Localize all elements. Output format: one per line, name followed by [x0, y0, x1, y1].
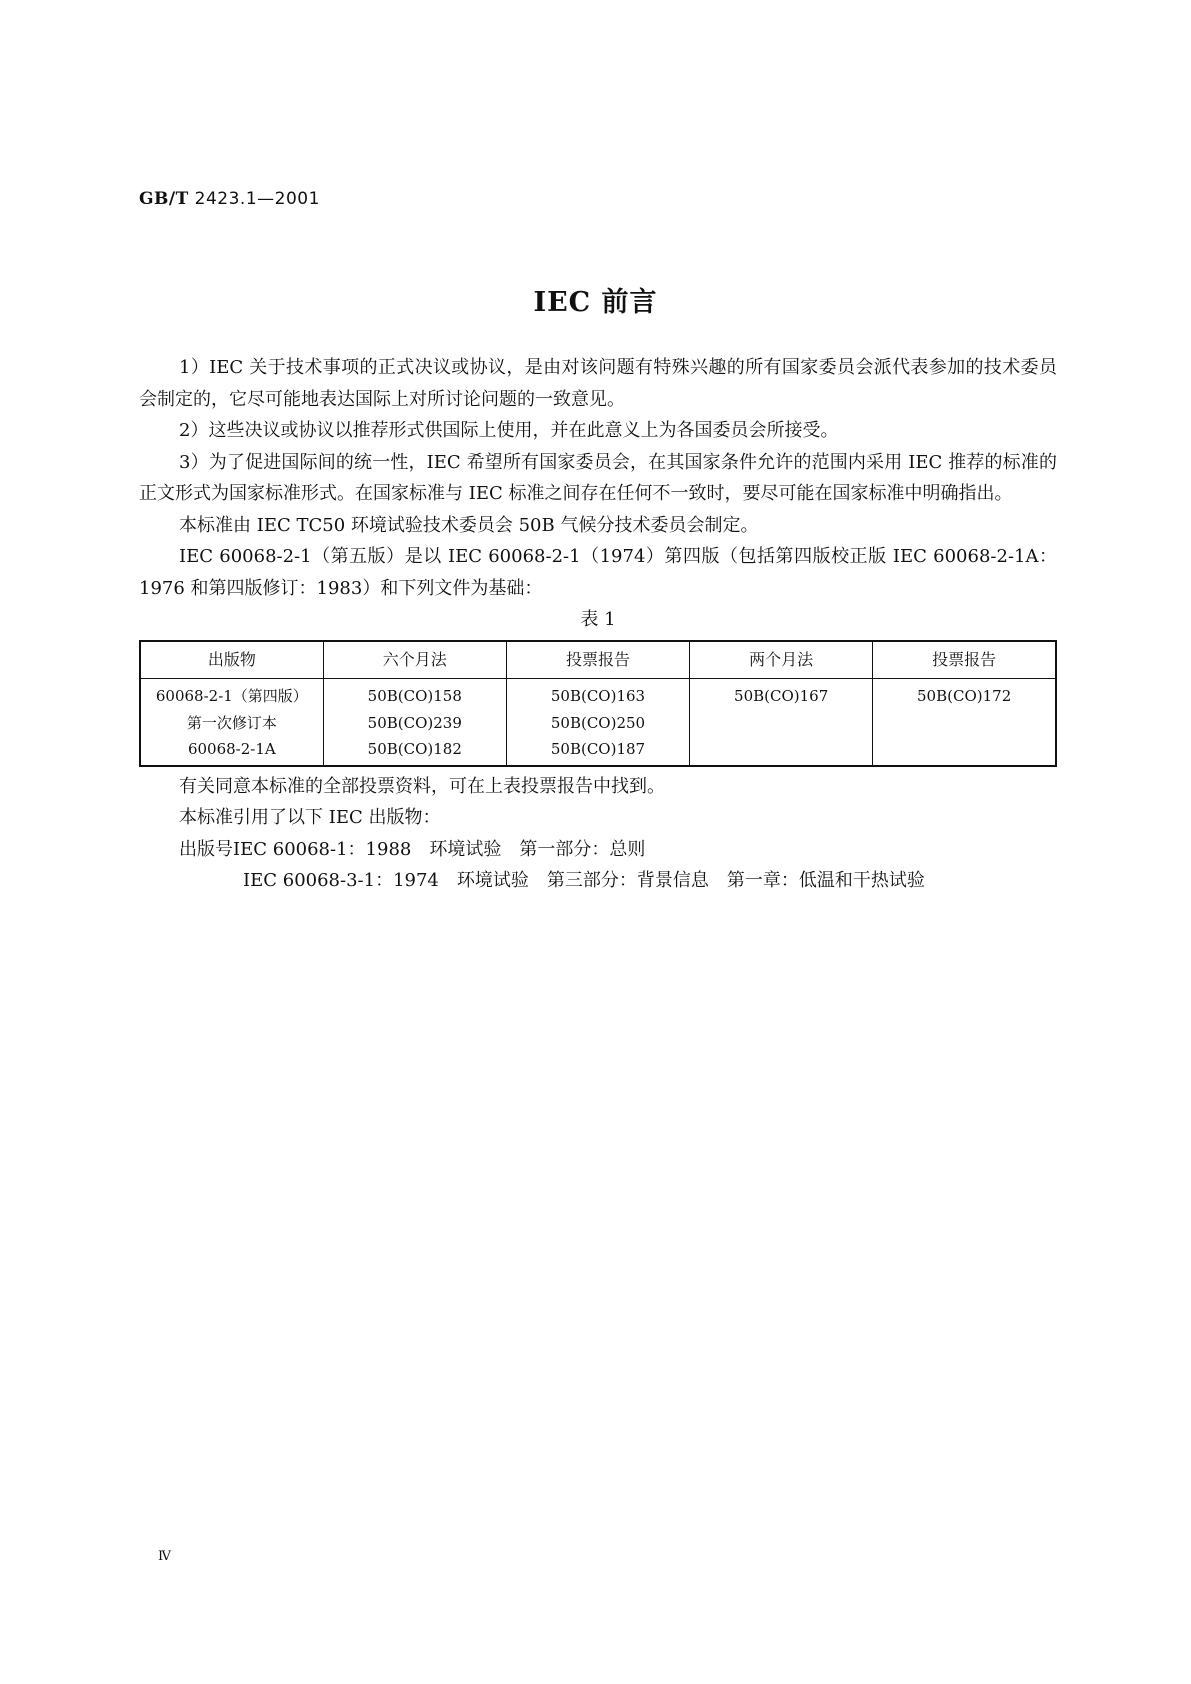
cell-publications — [140, 679, 323, 766]
paragraph-4: 本标准由 IEC TC50 环境试验技术委员会 50B 气候分技术委员会制定。 — [179, 514, 759, 536]
paragraph-after-table-1: 有关同意本标准的全部投票资料，可在上表投票报告中找到。 — [179, 775, 665, 797]
table-row — [140, 679, 1056, 766]
cell-six-month — [323, 679, 506, 766]
paragraph-2: 2）这些决议或协议以推荐形式供国际上使用，并在此意义上为各国委员会所接受。 — [179, 420, 839, 441]
table-caption: 表 1 — [580, 609, 616, 630]
cell-line: 50B(CO)239 — [367, 713, 462, 732]
paragraph-1: 1）IEC 关于技术事项的正式决议或协议，是由对该问题有特殊兴趣的所有国家委员会派代表参加的技术委员会制定的，它尽可能地表达国际上对所讨论问题的一致意见。 — [139, 357, 1057, 410]
table-header-row — [140, 641, 1056, 679]
cell-line: 60068-2-1（第四版） — [155, 687, 308, 705]
paragraph-3: 3）为了促进国际间的统一性，IEC 希望所有国家委员会，在其国家条件允许的范围内采用 IEC 推荐的标准的正文形式为国家标准形式。在国家标准与 IEC 标准之间存在任何不一致时，要尽可能在国家标准中明确指出。 — [139, 451, 1057, 504]
standard-code — [139, 189, 320, 209]
header-publication: 出版物 — [140, 641, 323, 679]
header-two-month: 两个月法 — [690, 641, 873, 679]
cell-vote-report-1 — [506, 679, 689, 766]
cell-line: 50B(CO)163 — [550, 687, 646, 705]
cell-line: 60068-2-1A — [187, 740, 276, 758]
reference-2: IEC 60068-3-1：1974 环境试验 第三部分：背景信息 第一章：低温和干热试验 — [243, 870, 925, 891]
cell-two-month — [690, 679, 873, 766]
cell-line: 50B(CO)158 — [367, 687, 462, 705]
cell-line: 第一次修订本 — [186, 713, 277, 732]
cell-line: 50B(CO)250 — [550, 713, 646, 732]
voting-table — [139, 640, 1057, 767]
page-title: IEC 前言 — [533, 287, 658, 318]
cell-line: 50B(CO)167 — [734, 687, 829, 705]
standard-number: 2423.1—2001 — [194, 189, 320, 209]
header-vote-report-1: 投票报告 — [506, 641, 689, 679]
page-number: Ⅳ — [158, 1549, 171, 1564]
standard-prefix: GB/T — [139, 189, 189, 209]
header-vote-report-2: 投票报告 — [873, 641, 1056, 679]
paragraph-5: IEC 60068-2-1（第五版）是以 IEC 60068-2-1（1974）第四版（包括第四版校正版 IEC 60068-2-1A：1976 和第四版修订：1983）和下列文件为基础： — [139, 546, 1057, 599]
paragraph-after-table-2: 本标准引用了以下 IEC 出版物： — [179, 807, 441, 828]
cell-line: 50B(CO)187 — [550, 740, 646, 758]
cell-line: 50B(CO)182 — [367, 740, 462, 758]
cell-line: 50B(CO)172 — [917, 687, 1012, 705]
document-body — [139, 352, 1057, 897]
cell-vote-report-2 — [873, 679, 1056, 766]
header-six-month: 六个月法 — [323, 641, 506, 679]
reference-1: 出版号IEC 60068-1：1988 环境试验 第一部分：总则 — [179, 838, 646, 860]
